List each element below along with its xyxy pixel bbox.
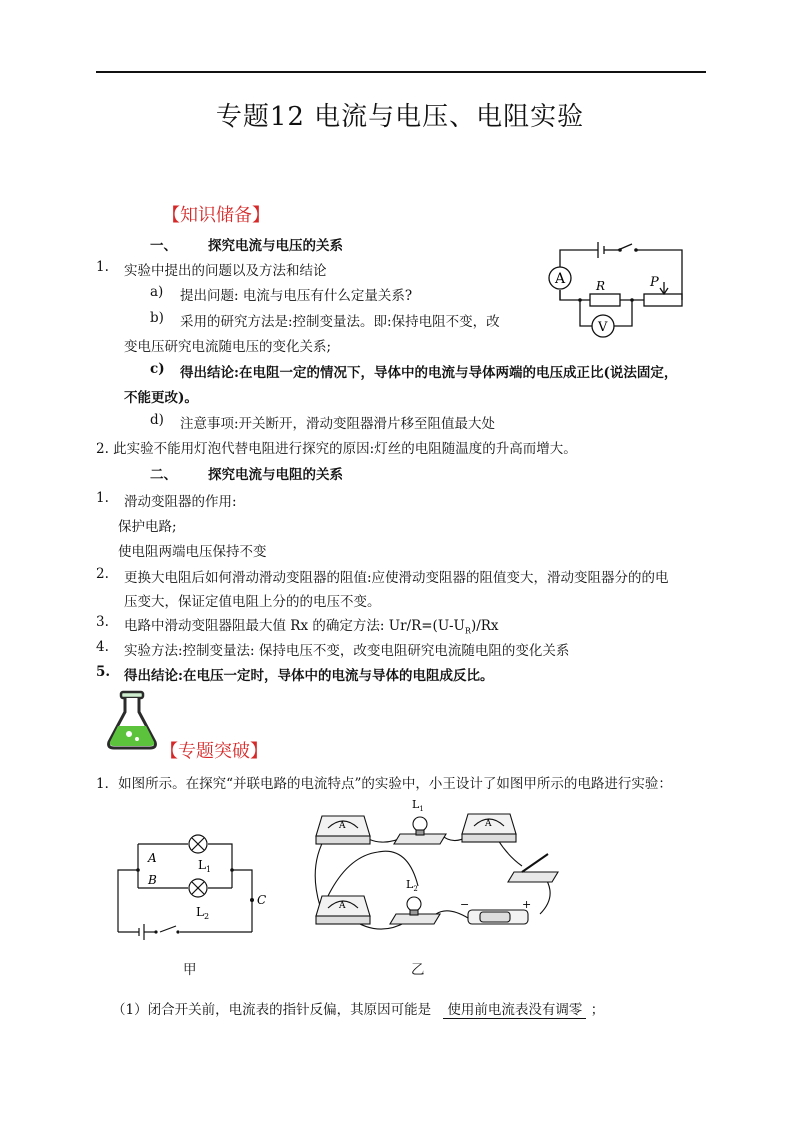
figure-jia-label: 甲 bbox=[183, 962, 197, 978]
item-c-line1: 得出结论:在电阻一定的情况下，导体中的电流与导体两端的电压成正比(说法固定， bbox=[180, 365, 678, 381]
knowledge-header: 【知识储备】 bbox=[162, 205, 270, 226]
item-a-label: a) bbox=[150, 284, 164, 300]
flask-icon bbox=[104, 690, 160, 752]
item1-text: 实验中提出的问题以及方法和结论 bbox=[124, 263, 327, 279]
p2-item2-line1: 更换大电阻后如何滑动滑动变阻器的阻值:应使滑动变阻器的阻值变大，滑动变阻器分的的电 bbox=[124, 570, 669, 586]
voltmeter-label: V bbox=[598, 320, 608, 335]
figure-yi-apparatus bbox=[308, 796, 568, 946]
yi-meter-3: A bbox=[339, 901, 346, 911]
question-1: 1．如图所示。在探究“并联电路的电流特点”的实验中，小王设计了如图甲所示的电路进行实验： bbox=[96, 776, 672, 792]
p2-item3-num: 3. bbox=[96, 614, 109, 630]
part1-heading-num: 一、 bbox=[150, 238, 177, 254]
breakthrough-header: 【专题突破】 bbox=[160, 741, 268, 762]
item-b-label: b) bbox=[150, 310, 164, 326]
p2-item4-text: 实验方法:控制变量法: 保持电压不变，改变电阻研究电流随电阻的变化关系 bbox=[124, 643, 570, 659]
part2-heading: 探究电流与电阻的关系 bbox=[208, 467, 343, 483]
item2-text: 2. 此实验不能用灯泡代替电阻进行探究的原因:灯丝的电阻随温度的升高而增大。 bbox=[96, 441, 577, 457]
item-a-text: 提出问题: 电流与电压有什么定量关系? bbox=[180, 288, 413, 304]
jia-label-a: A bbox=[148, 851, 157, 865]
p2-item1-text: 滑动变阻器的作用: bbox=[124, 494, 237, 510]
p2-item5-text: 得出结论:在电压一定时，导体中的电流与导体的电阻成反比。 bbox=[124, 668, 494, 684]
item-d-label: d) bbox=[150, 412, 164, 428]
p2-item2-line2: 压变大，保证定值电阻上分的的电压不变。 bbox=[124, 594, 381, 610]
p2-item1-num: 1. bbox=[96, 490, 109, 506]
jia-label-l2: $L_2$ bbox=[196, 905, 210, 921]
figure-yi-label: 乙 bbox=[411, 962, 425, 978]
top-rule bbox=[96, 71, 706, 73]
p2-item2-num: 2. bbox=[96, 566, 109, 582]
jia-label-l1: $L_1$ bbox=[198, 858, 212, 874]
item-d-text: 注意事项:开关断开，滑动变阻器滑片移至阻值最大处 bbox=[180, 416, 496, 432]
figure-jia-schematic bbox=[108, 822, 278, 940]
answer-blank: 使用前电流表没有调零 bbox=[443, 1002, 586, 1019]
p2-item5-num: 5. bbox=[96, 664, 111, 680]
p2-item1-sub1: 保护电路; bbox=[118, 519, 177, 535]
resistor-label: R bbox=[596, 279, 606, 293]
p2-item4-num: 4. bbox=[96, 639, 109, 655]
yi-battery-minus: − bbox=[460, 898, 470, 911]
item-b-line1: 采用的研究方法是:控制变量法。即:保持电阻不变，改 bbox=[180, 314, 500, 330]
p2-item1-sub2: 使电阻两端电压保持不变 bbox=[118, 544, 267, 560]
item1-num: 1. bbox=[96, 259, 109, 275]
p2-item3-text: 电路中滑动变阻器阻最大值 Rx 的确定方法: $Ur/R=(U-U_R)/Rx$ bbox=[124, 618, 499, 636]
jia-label-c: C bbox=[257, 893, 267, 907]
yi-meter-2: A bbox=[485, 819, 492, 829]
question-1-part-1: （1）闭合开关前，电流表的指针反偏，其原因可能是 使用前电流表没有调零 ； bbox=[112, 1002, 605, 1018]
circuit-diagram-voltage bbox=[540, 238, 690, 344]
ammeter-label: A bbox=[555, 271, 566, 287]
page-title: 专题12 电流与电压、电阻实验 bbox=[215, 102, 585, 132]
part1-heading: 探究电流与电压的关系 bbox=[208, 238, 343, 254]
yi-battery-plus: + bbox=[522, 898, 532, 911]
yi-meter-1: A bbox=[339, 821, 346, 831]
item-c-label: c) bbox=[150, 361, 165, 377]
jia-label-b: B bbox=[148, 873, 157, 887]
yi-label-l1: $L_1$ bbox=[412, 798, 424, 813]
yi-label-l2: $L_2$ bbox=[406, 878, 418, 893]
item-b-line2: 变电压研究电流随电压的变化关系; bbox=[124, 339, 332, 355]
item-c-line2: 不能更改)。 bbox=[124, 390, 198, 406]
slider-label: P bbox=[650, 275, 659, 290]
part2-heading-num: 二、 bbox=[150, 467, 177, 483]
